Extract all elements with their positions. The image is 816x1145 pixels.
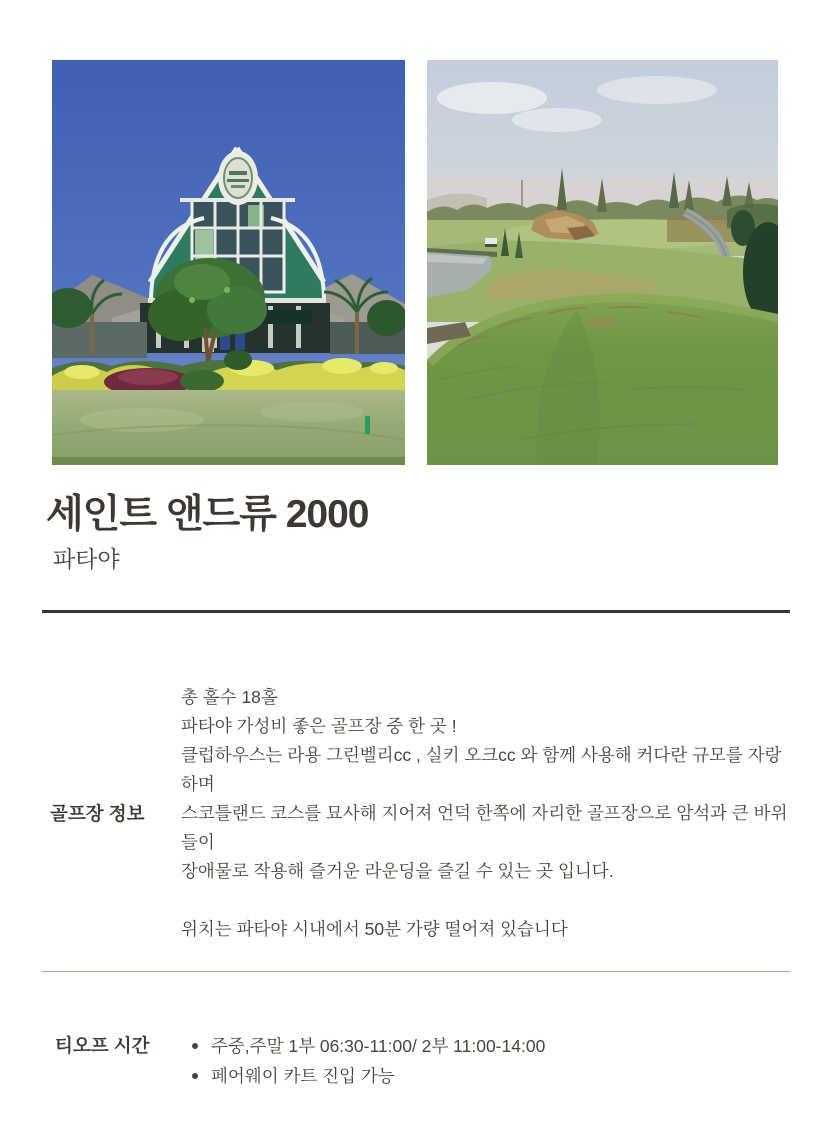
bullet-dot-icon <box>192 1043 198 1049</box>
golf-info-line: 클럽하우스는 라용 그린벨리cc , 실키 오크cc 와 함께 사용해 커다란 규모를 자랑하며 <box>181 745 782 794</box>
teeoff-list <box>192 1031 790 1091</box>
page-title: 세인트 앤드류 2000 <box>46 493 369 536</box>
golf-course-photo <box>427 60 778 465</box>
golf-info-line: 위치는 파타야 시내에서 50분 가량 떨어져 있습니다 <box>181 919 568 939</box>
golf-info-line: 총 홀수 18홀 <box>181 687 278 707</box>
golf-info-line: 장애물로 작용해 즐거운 라운딩을 즐길 수 있는 곳 입니다. <box>181 861 614 881</box>
title-divider <box>42 610 790 613</box>
golf-info-line <box>181 886 790 915</box>
golf-info-label: 골프장 정보 <box>50 802 145 824</box>
teeoff-label: 티오프 시간 <box>55 1035 150 1056</box>
bullet-dot-icon <box>192 1073 198 1079</box>
golf-info-line: 스코틀랜드 코스를 묘사해 지어져 언덕 한쪽에 자리한 골프장으로 암석과 큰 바위들이 <box>181 803 788 852</box>
section-divider <box>42 971 790 972</box>
teeoff-item-text: 페어웨이 카트 진입 가능 <box>211 1066 395 1086</box>
golf-info-section <box>50 683 790 944</box>
golf-course-illustration <box>427 60 778 465</box>
teeoff-item <box>192 1031 790 1061</box>
golf-info-text <box>181 683 790 944</box>
page-subtitle: 파타야 <box>53 546 120 572</box>
teeoff-item-text: 주중,주말 1부 06:30-11:00/ 2부 11:00-14:00 <box>211 1036 546 1056</box>
clubhouse-photo <box>52 60 405 465</box>
teeoff-item <box>192 1061 790 1091</box>
teeoff-section <box>55 1031 790 1091</box>
clubhouse-illustration <box>52 60 405 465</box>
golf-info-line: 파타야 가성비 좋은 골프장 중 한 곳 ! <box>181 716 457 736</box>
